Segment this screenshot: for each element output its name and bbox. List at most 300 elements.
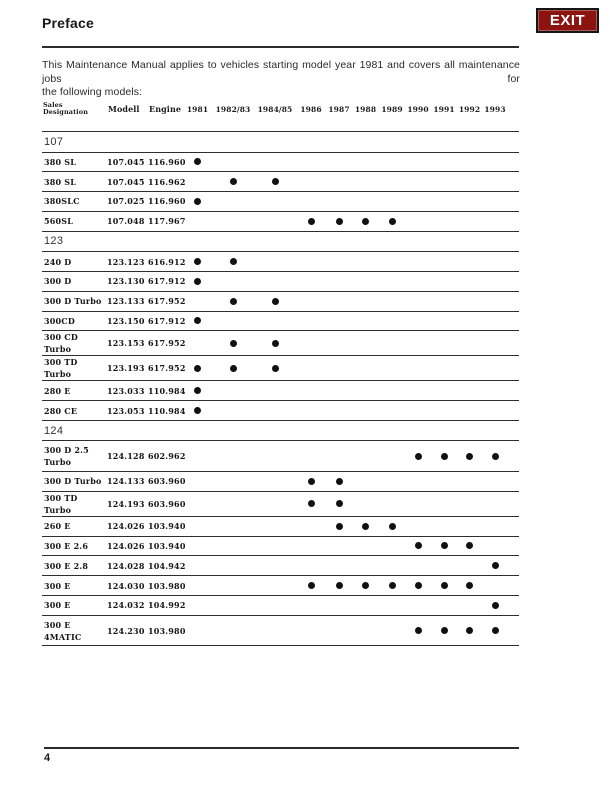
year-cell	[379, 356, 405, 380]
year-cell	[296, 596, 326, 615]
year-cell	[431, 153, 457, 172]
engine-cell: 104.992	[148, 600, 186, 611]
engine-cell: 103.980	[148, 625, 186, 636]
modell-cell: 124.028	[107, 560, 145, 571]
coverage-dot	[415, 627, 422, 634]
year-cell	[457, 576, 482, 595]
year-cell	[482, 596, 508, 615]
designation-line: 300 TD Turbo	[44, 357, 78, 380]
modell-cell: 124.026	[107, 521, 145, 532]
column-header-year: 1989	[381, 104, 403, 114]
designation-cell	[42, 156, 105, 168]
year-cell	[296, 192, 326, 211]
coverage-dot	[336, 478, 343, 485]
table-row	[42, 331, 519, 356]
coverage-dot	[194, 258, 201, 265]
table-row	[42, 616, 519, 647]
year-cell	[254, 576, 296, 595]
year-cell	[405, 356, 431, 380]
modell-cell: 124.026	[107, 540, 145, 551]
coverage-dot	[466, 542, 473, 549]
column-header-year: 1987	[328, 104, 350, 114]
designation-line: 380 SL	[44, 176, 77, 187]
engine-cell: 602.962	[148, 451, 186, 462]
year-cell	[379, 401, 405, 420]
coverage-dot	[466, 627, 473, 634]
coverage-dot	[194, 158, 201, 165]
year-cell	[352, 381, 379, 400]
year-cell	[482, 472, 508, 491]
year-cell	[254, 172, 296, 191]
year-cell	[405, 153, 431, 172]
modell-cell: 124.128	[107, 451, 145, 462]
year-cell	[212, 576, 254, 595]
coverage-dot	[362, 523, 369, 530]
year-cell	[405, 537, 431, 556]
year-cell	[482, 537, 508, 556]
coverage-dot	[194, 198, 201, 205]
year-cell	[254, 192, 296, 211]
year-cell	[254, 356, 296, 380]
year-cell	[431, 331, 457, 355]
year-cell	[482, 331, 508, 355]
intro-line-1: This Maintenance Manual applies to vehicles starting model year 1981 and covers all maintenance jobs for	[42, 59, 520, 85]
year-cell	[405, 212, 431, 231]
year-cell	[183, 517, 212, 536]
year-cell	[212, 472, 254, 491]
coverage-dot	[230, 258, 237, 265]
designation-line: 300 TD Turbo	[44, 492, 78, 515]
section-header: 123	[42, 232, 519, 253]
coverage-dot	[336, 500, 343, 507]
designation-line: 300 E 2.8	[44, 560, 89, 571]
year-cell	[431, 517, 457, 536]
year-cell	[296, 292, 326, 311]
year-cell	[212, 172, 254, 191]
table-header-row	[42, 97, 519, 121]
page-title: Preface	[42, 15, 94, 31]
year-cell	[296, 517, 326, 536]
modell-cell: 123.193	[107, 363, 145, 374]
year-cell	[296, 172, 326, 191]
designation-line: 260 E	[44, 521, 71, 532]
table-row	[42, 576, 519, 596]
column-header-year: 1992	[458, 104, 481, 114]
column-header-year: 1982/83	[215, 104, 251, 114]
year-cell	[254, 212, 296, 231]
year-cell	[482, 492, 508, 516]
designation-cell	[42, 215, 105, 227]
year-cell	[296, 212, 326, 231]
year-cell	[212, 441, 254, 471]
table-row	[42, 356, 519, 381]
year-cell	[431, 312, 457, 331]
coverage-dot	[441, 453, 448, 460]
coverage-dot	[466, 582, 473, 589]
coverage-dot	[194, 365, 201, 372]
designation-line: 300 D 2.5	[44, 445, 89, 456]
year-cell	[431, 492, 457, 516]
engine-cell: 617.952	[148, 363, 186, 374]
designation-cell	[42, 385, 105, 397]
year-cell	[254, 381, 296, 400]
year-cell	[352, 292, 379, 311]
year-cell	[183, 153, 212, 172]
year-cell	[457, 212, 482, 231]
year-cell	[326, 356, 352, 380]
year-cell	[457, 331, 482, 355]
table-row	[42, 153, 519, 173]
model-coverage-table	[42, 131, 519, 646]
modell-cell: 107.025	[107, 196, 145, 207]
year-cell	[482, 272, 508, 291]
modell-cell: 107.048	[107, 216, 145, 227]
year-cell	[482, 172, 508, 191]
intro-paragraph	[42, 59, 520, 100]
table-row	[42, 492, 519, 517]
year-cell	[254, 517, 296, 536]
footer-rule	[44, 747, 519, 749]
coverage-dot	[441, 582, 448, 589]
year-cell	[352, 312, 379, 331]
year-cell	[405, 517, 431, 536]
year-cell	[183, 192, 212, 211]
year-cell	[296, 381, 326, 400]
year-cell	[352, 356, 379, 380]
year-cell	[379, 172, 405, 191]
column-header-sales-designation	[42, 102, 105, 116]
year-cell	[326, 172, 352, 191]
modell-cell: 124.193	[107, 498, 145, 509]
engine-cell: 110.984	[148, 405, 186, 416]
designation-line: 300 E	[44, 619, 71, 630]
year-cell	[379, 272, 405, 291]
year-cell	[405, 556, 431, 575]
engine-cell: 603.960	[148, 476, 186, 487]
year-cell	[482, 576, 508, 595]
year-cell	[405, 272, 431, 291]
year-cell	[326, 472, 352, 491]
coverage-dot	[336, 218, 343, 225]
year-cell	[296, 472, 326, 491]
year-cell	[379, 252, 405, 271]
year-cell	[326, 441, 352, 471]
year-cell	[482, 292, 508, 311]
year-cell	[183, 272, 212, 291]
year-cell	[183, 576, 212, 595]
exit-button[interactable]: EXIT	[536, 8, 599, 33]
modell-cell: 107.045	[107, 176, 145, 187]
year-cell	[212, 596, 254, 615]
year-cell	[352, 556, 379, 575]
year-cell	[379, 292, 405, 311]
intro-line-2: the following models:	[42, 86, 143, 98]
year-cell	[212, 517, 254, 536]
coverage-dot	[415, 453, 422, 460]
year-cell	[183, 356, 212, 380]
year-cell	[457, 517, 482, 536]
year-cell	[296, 153, 326, 172]
year-cell	[457, 252, 482, 271]
year-cell	[212, 212, 254, 231]
year-cell	[431, 401, 457, 420]
year-cell	[405, 401, 431, 420]
year-cell	[379, 492, 405, 516]
year-cell	[482, 556, 508, 575]
coverage-dot	[466, 453, 473, 460]
year-cell	[405, 576, 431, 595]
year-cell	[431, 537, 457, 556]
year-cell	[431, 272, 457, 291]
engine-cell: 617.952	[148, 338, 186, 349]
year-cell	[405, 472, 431, 491]
designation-line: 300CD	[44, 315, 76, 326]
year-cell	[431, 192, 457, 211]
year-cell	[254, 556, 296, 575]
year-cell	[326, 616, 352, 646]
year-cell	[457, 492, 482, 516]
section-header: 107	[42, 132, 519, 153]
designation-line: 240 D	[44, 256, 72, 267]
year-cell	[457, 356, 482, 380]
year-cell	[379, 576, 405, 595]
year-cell	[431, 292, 457, 311]
year-cell	[183, 472, 212, 491]
year-cell	[212, 401, 254, 420]
coverage-dot	[389, 218, 396, 225]
year-cell	[352, 401, 379, 420]
year-cell	[326, 252, 352, 271]
year-cell	[326, 401, 352, 420]
year-cell	[183, 212, 212, 231]
year-cell	[326, 312, 352, 331]
year-cell	[183, 381, 212, 400]
year-cell	[326, 576, 352, 595]
year-cell	[183, 492, 212, 516]
designation-cell	[42, 176, 105, 188]
year-cell	[296, 537, 326, 556]
coverage-dot	[415, 582, 422, 589]
designation-line: 4MATIC	[44, 631, 82, 642]
modell-cell: 123.130	[107, 276, 145, 287]
year-cell	[296, 616, 326, 646]
year-cell	[254, 292, 296, 311]
designation-cell	[42, 492, 105, 516]
column-header-year: 1988	[354, 104, 377, 114]
year-cell	[379, 312, 405, 331]
designation-cell	[42, 475, 105, 487]
table-row	[42, 212, 519, 232]
engine-cell: 116.960	[148, 196, 186, 207]
year-cell	[457, 616, 482, 646]
year-cell	[254, 153, 296, 172]
designation-cell	[42, 356, 105, 380]
year-cell	[379, 596, 405, 615]
year-cell	[457, 172, 482, 191]
year-cell	[379, 212, 405, 231]
year-cell	[482, 153, 508, 172]
year-cell	[212, 537, 254, 556]
year-cell	[352, 596, 379, 615]
designation-cell	[42, 599, 105, 611]
coverage-dot	[272, 178, 279, 185]
coverage-dot	[194, 317, 201, 324]
year-cell	[352, 153, 379, 172]
coverage-dot	[492, 453, 499, 460]
year-cell	[212, 356, 254, 380]
year-cell	[457, 472, 482, 491]
year-cell	[296, 331, 326, 355]
year-cell	[482, 401, 508, 420]
coverage-dot	[362, 218, 369, 225]
year-cell	[379, 537, 405, 556]
year-cell	[296, 556, 326, 575]
year-cell	[352, 537, 379, 556]
year-cell	[326, 517, 352, 536]
coverage-dot	[492, 602, 499, 609]
modell-cell: 123.153	[107, 338, 145, 349]
year-cell	[482, 212, 508, 231]
year-cell	[296, 576, 326, 595]
year-cell	[254, 312, 296, 331]
table-row	[42, 401, 519, 421]
column-header-engine: Engine	[149, 104, 182, 114]
engine-cell: 617.912	[148, 315, 186, 326]
coverage-dot	[492, 627, 499, 634]
year-cell	[296, 492, 326, 516]
table-row	[42, 252, 519, 272]
year-cell	[183, 172, 212, 191]
year-cell	[379, 153, 405, 172]
year-cell	[482, 356, 508, 380]
year-cell	[212, 252, 254, 271]
designation-cell	[42, 315, 105, 327]
column-header-designation: Designation	[43, 108, 89, 116]
coverage-dot	[272, 298, 279, 305]
year-cell	[296, 312, 326, 331]
table-row	[42, 517, 519, 537]
year-cell	[296, 356, 326, 380]
engine-cell: 103.940	[148, 521, 186, 532]
year-cell	[482, 252, 508, 271]
coverage-dot	[492, 562, 499, 569]
year-cell	[352, 172, 379, 191]
year-cell	[352, 272, 379, 291]
coverage-dot	[194, 407, 201, 414]
year-cell	[352, 192, 379, 211]
modell-cell: 124.230	[107, 625, 145, 636]
coverage-dot	[272, 340, 279, 347]
designation-cell	[42, 580, 105, 592]
year-cell	[212, 153, 254, 172]
year-cell	[431, 441, 457, 471]
table-row	[42, 292, 519, 312]
engine-cell: 116.960	[148, 156, 186, 167]
year-cell	[457, 153, 482, 172]
coverage-dot	[308, 478, 315, 485]
year-cell	[431, 212, 457, 231]
table-row	[42, 192, 519, 212]
year-cell	[457, 192, 482, 211]
year-cell	[379, 441, 405, 471]
column-header-year: 1981	[186, 104, 209, 114]
year-cell	[326, 272, 352, 291]
table-row	[42, 172, 519, 192]
year-cell	[326, 192, 352, 211]
year-cell	[183, 401, 212, 420]
table-row	[42, 596, 519, 616]
year-cell	[254, 441, 296, 471]
coverage-dot	[441, 542, 448, 549]
engine-cell: 110.984	[148, 385, 186, 396]
year-cell	[326, 537, 352, 556]
year-cell	[212, 292, 254, 311]
designation-cell	[42, 619, 105, 643]
coverage-dot	[389, 582, 396, 589]
year-cell	[326, 596, 352, 615]
table-row	[42, 312, 519, 332]
year-cell	[212, 272, 254, 291]
engine-cell: 603.960	[148, 498, 186, 509]
table-row	[42, 472, 519, 492]
designation-cell	[42, 540, 105, 552]
year-cell	[482, 517, 508, 536]
coverage-dot	[336, 582, 343, 589]
year-cell	[405, 441, 431, 471]
designation-line: 280 E	[44, 385, 71, 396]
year-cell	[212, 312, 254, 331]
year-cell	[457, 381, 482, 400]
coverage-dot	[308, 500, 315, 507]
year-cell	[296, 441, 326, 471]
year-cell	[431, 172, 457, 191]
engine-cell: 117.967	[148, 216, 186, 227]
coverage-dot	[272, 365, 279, 372]
year-cell	[326, 331, 352, 355]
year-cell	[482, 441, 508, 471]
year-cell	[254, 252, 296, 271]
year-cell	[457, 272, 482, 291]
designation-line: 300 CD Turbo	[44, 332, 78, 355]
year-cell	[352, 576, 379, 595]
engine-cell: 104.942	[148, 560, 186, 571]
year-cell	[457, 292, 482, 311]
year-cell	[326, 381, 352, 400]
year-cell	[254, 492, 296, 516]
year-cell	[254, 537, 296, 556]
coverage-dot	[194, 278, 201, 285]
year-cell	[379, 381, 405, 400]
designation-line: 560SL	[44, 216, 74, 227]
year-cell	[405, 172, 431, 191]
year-cell	[183, 556, 212, 575]
designation-line: 300 D	[44, 276, 72, 287]
year-cell	[183, 331, 212, 355]
column-header-year: 1991	[433, 104, 455, 114]
designation-cell	[42, 195, 105, 207]
designation-cell	[42, 405, 105, 417]
year-cell	[431, 556, 457, 575]
year-cell	[405, 492, 431, 516]
year-cell	[212, 381, 254, 400]
designation-line: 380SLC	[44, 196, 80, 207]
engine-cell: 617.912	[148, 276, 186, 287]
year-cell	[457, 441, 482, 471]
year-cell	[405, 292, 431, 311]
year-cell	[352, 472, 379, 491]
year-cell	[405, 312, 431, 331]
year-cell	[431, 596, 457, 615]
